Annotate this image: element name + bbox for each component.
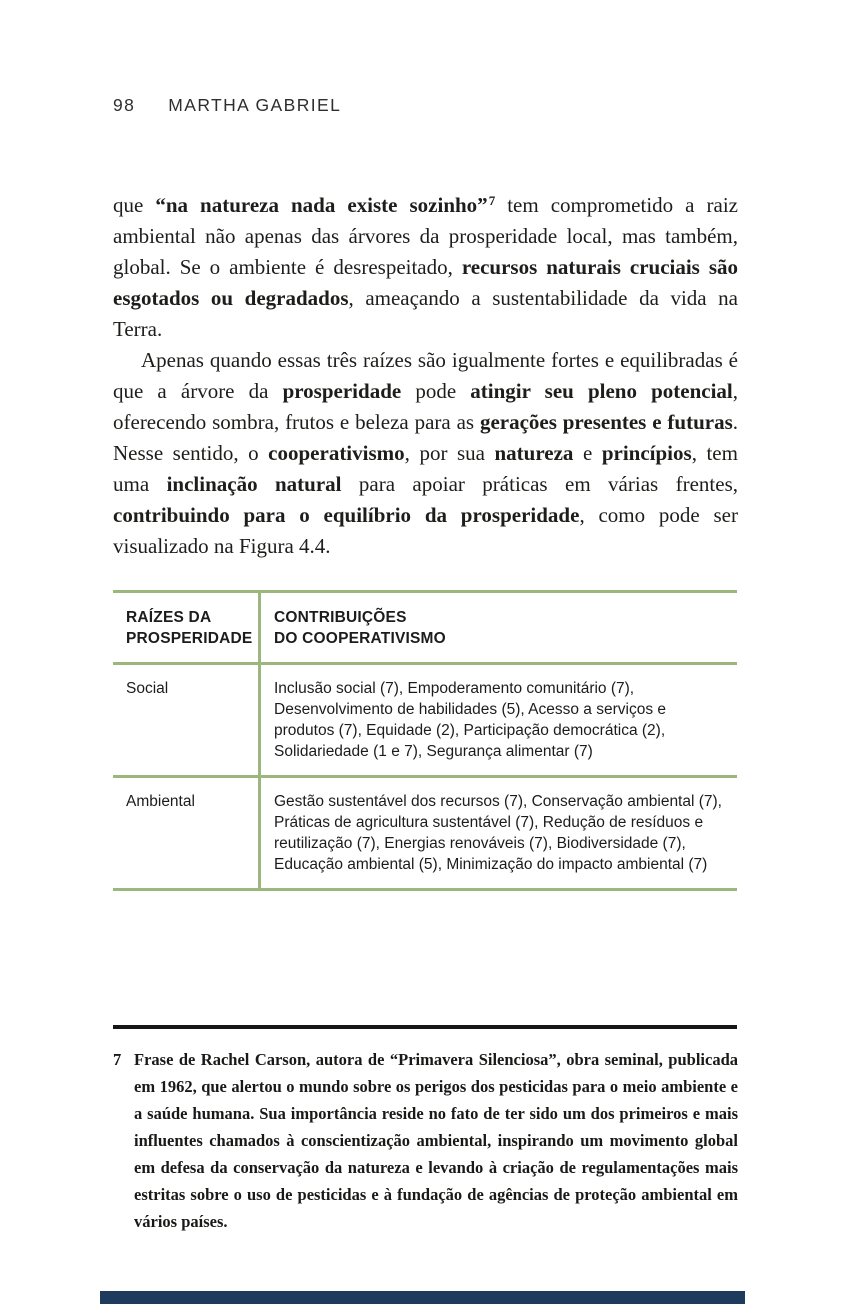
running-header — [113, 95, 341, 116]
table-header-line: CONTRIBUIÇÕES — [274, 609, 407, 626]
running-head-title: MARTHA GABRIEL — [168, 95, 342, 115]
paragraph — [113, 190, 738, 345]
footnote — [113, 1046, 738, 1235]
text-segment: , como pode ser visualizado na Figura 4.4. — [113, 503, 738, 558]
page-number: 98 — [113, 95, 136, 115]
figure-4-4-table — [113, 590, 737, 891]
table-header-line: PROSPERIDADE — [126, 630, 253, 647]
paragraph — [113, 345, 738, 562]
text-segment: e — [573, 441, 602, 465]
table-header-roots — [113, 593, 258, 662]
bold-text-segment: atingir seu pleno potencial — [470, 379, 733, 403]
table-cell-contributions: Inclusão social (7), Empoderamento comunitário (7), Desenvolvimento de habilidades (5), Acesso a serviços e produtos (7), Equidade (2), Participação democrática (2), Solidariedade (1 e 7), Segurança alimentar (7) — [258, 665, 737, 775]
table-row-ambiental — [113, 775, 737, 891]
table-header-contributions — [258, 593, 737, 662]
text-segment: . Nesse sentido, o — [113, 410, 738, 465]
text-segment: , oferecendo sombra, frutos e beleza para as — [113, 379, 738, 434]
footer-accent-bar — [100, 1291, 745, 1304]
bold-text-segment: prosperidade — [282, 379, 402, 403]
table-header-row — [113, 590, 737, 662]
bold-text-segment: princípios — [601, 441, 692, 465]
table-cell-contributions: Gestão sustentável dos recursos (7), Conservação ambiental (7), Práticas de agricultura sustentável (7), Redução de resíduos e reutilização (7), Energias renováveis (7), Biodiversidade (7), Educação ambiental (5), Minimização do impacto ambiental (7) — [258, 778, 737, 888]
bold-text-segment: “na natureza nada existe sozinho” — [155, 193, 488, 217]
bold-text-segment: natureza — [494, 441, 574, 465]
bold-text-segment: inclinação natural — [166, 472, 342, 496]
text-segment: pode — [401, 379, 471, 403]
text-segment: , ameaçando a sustentabilidade da vida na Terra. — [113, 286, 738, 341]
bold-text-segment: cooperativismo — [268, 441, 405, 465]
table-header-line: DO COOPERATIVISMO — [274, 630, 446, 647]
text-segment: que — [113, 193, 156, 217]
text-segment: , por sua — [404, 441, 495, 465]
text-segment: , tem uma — [113, 441, 738, 496]
footnote-divider-rule — [113, 1025, 737, 1029]
text-segment: Apenas quando essas três raízes são igualmente fortes e equilibradas é que a árvore da — [113, 348, 738, 403]
text-segment: para apoiar práticas em várias frentes, — [341, 472, 738, 496]
table-row-social — [113, 662, 737, 775]
bold-text-segment: contribuindo para o equilíbrio da prosperidade — [113, 503, 580, 527]
body-text — [113, 190, 738, 562]
bold-text-segment: gerações presentes e futuras — [479, 410, 733, 434]
footnote-reference: 7 — [488, 193, 496, 208]
table-header-line: RAÍZES DA — [126, 609, 212, 626]
table-cell-root: Social — [126, 680, 169, 697]
text-segment: tem comprometido a raiz ambiental não apenas das árvores da prosperidade local, mas também, global. Se o ambiente é desrespeitado, — [113, 193, 738, 279]
bold-text-segment: recursos naturais cruciais são esgotados ou degradados — [113, 255, 738, 310]
table-cell-root: Ambiental — [126, 793, 195, 810]
footnote-number: 7 — [113, 1050, 122, 1069]
footnote-text: Frase de Rachel Carson, autora de “Primavera Silenciosa”, obra seminal, publicada em 1962, que alertou o mundo sobre os perigos dos pesticidas para o meio ambiente e a saúde humana. Sua importância reside no fato de ter sido um dos primeiros e mais influentes chamados à conscientização ambiental, inspirando um movimento global em defesa da conservação da natureza e levando à criação de regulamentações mais estritas sobre o uso de pesticidas e à fundação de agências de proteção ambiental em vários países. — [134, 1050, 738, 1231]
